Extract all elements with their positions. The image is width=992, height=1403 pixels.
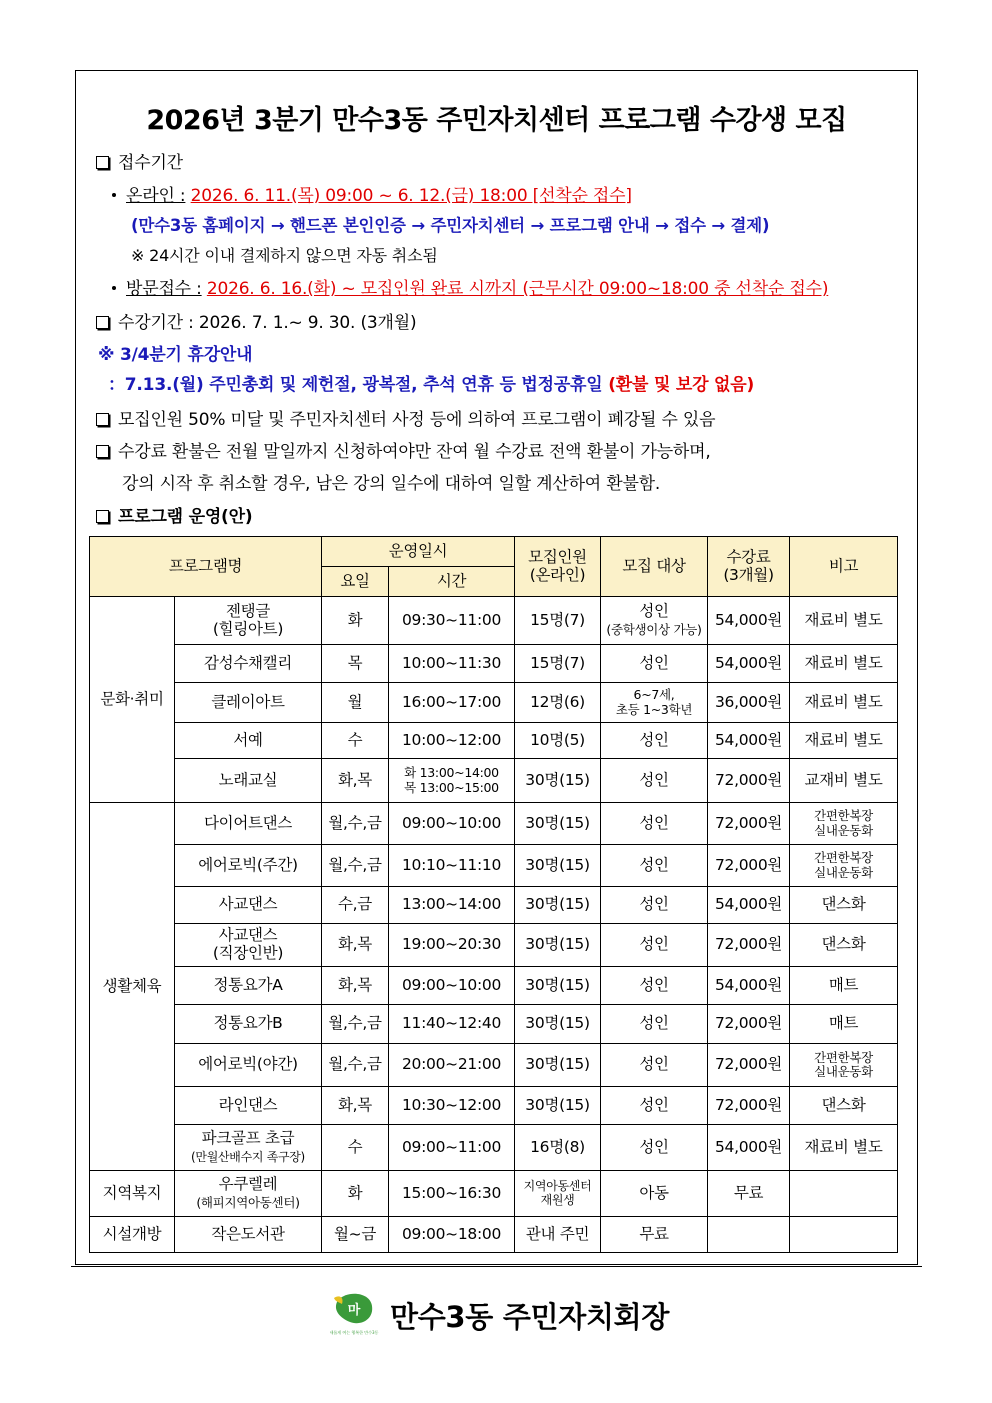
program-target: 6~7세, 초등 1~3학년	[601, 683, 708, 723]
table-row	[90, 759, 898, 803]
program-day: 월~금	[322, 1217, 389, 1253]
program-time: 화 13:00~14:00 목 13:00~15:00	[389, 759, 515, 803]
holiday-refund-note: (환불 및 보강 없음)	[608, 375, 755, 395]
header-target: 모집 대상	[601, 537, 708, 597]
table-row	[90, 1217, 898, 1253]
program-name: 정통요가A	[175, 967, 322, 1005]
program-capacity: 지역아동센터 재원생	[515, 1171, 601, 1217]
program-target: 아동	[601, 1171, 708, 1217]
program-fee: 72,000원	[708, 845, 790, 887]
program-target: 성인	[601, 723, 708, 759]
program-note	[790, 1171, 898, 1217]
program-time: 09:00~18:00	[389, 1217, 515, 1253]
program-day: 월,수,금	[322, 845, 389, 887]
program-note: 댄스화	[790, 887, 898, 924]
program-capacity: 30명(15)	[515, 759, 601, 803]
program-target: 성인	[601, 759, 708, 803]
program-time: 09:00~11:00	[389, 1125, 515, 1171]
category-facility: 시설개방	[90, 1217, 175, 1253]
checkbox-square-icon	[96, 156, 109, 169]
header-capacity: 모집인원 (온라인)	[515, 537, 601, 597]
program-target: 성인	[601, 645, 708, 683]
online-period: 2026. 6. 11.(목) 09:00 ~ 6. 12.(금) 18:00 [선착순 접수]	[190, 186, 632, 206]
visit-reception	[108, 274, 828, 299]
program-time: 15:00~16:30	[389, 1171, 515, 1217]
program-capacity: 30명(15)	[515, 887, 601, 924]
holiday-dates: ：7.13.(월) 주민총회 및 제헌절, 광복절, 추석 연휴 등 법정공휴일	[108, 375, 603, 395]
table-row	[90, 845, 898, 887]
program-capacity: 16명(8)	[515, 1125, 601, 1171]
program-target: 성인	[601, 845, 708, 887]
program-name: 에어로빅(주간)	[175, 845, 322, 887]
program-day: 화,목	[322, 967, 389, 1005]
organization-name: 만수3동 주민자치회장	[390, 1299, 670, 1334]
program-day: 월,수,금	[322, 803, 389, 845]
program-note: 재료비 별도	[790, 645, 898, 683]
program-name: 파크골프 초급 (만월산배수지 족구장)	[175, 1125, 322, 1171]
program-time: 19:00~20:30	[389, 924, 515, 967]
program-fee: 72,000원	[708, 803, 790, 845]
program-table	[89, 536, 898, 1253]
program-day: 수	[322, 1125, 389, 1171]
program-note: 매트	[790, 1005, 898, 1044]
program-day: 화	[322, 1171, 389, 1217]
program-fee: 54,000원	[708, 597, 790, 645]
course-period: 수강기간 : 2026. 7. 1.~ 9. 30. (3개월)	[96, 308, 416, 333]
checkbox-square-icon	[96, 316, 109, 329]
program-capacity: 30명(15)	[515, 1087, 601, 1125]
community-logo-icon	[330, 1290, 380, 1340]
program-day: 월	[322, 683, 389, 723]
category-welfare: 지역복지	[90, 1171, 175, 1217]
table-row	[90, 683, 898, 723]
program-note: 간편한복장 실내운동화	[790, 845, 898, 887]
program-note: 교재비 별도	[790, 759, 898, 803]
program-name: 우쿠렐레 (해피지역아동센터)	[175, 1171, 322, 1217]
header-time: 시간	[389, 567, 515, 597]
program-note: 댄스화	[790, 924, 898, 967]
program-note: 간편한복장 실내운동화	[790, 1044, 898, 1087]
program-capacity: 15명(7)	[515, 597, 601, 645]
program-fee: 72,000원	[708, 1087, 790, 1125]
program-name: 클레이아트	[175, 683, 322, 723]
program-target: 성인	[601, 1087, 708, 1125]
program-fee: 72,000원	[708, 924, 790, 967]
checkbox-square-icon	[96, 413, 109, 426]
online-label: 온라인 :	[126, 186, 186, 206]
program-day: 수,금	[322, 887, 389, 924]
program-name: 서예	[175, 723, 322, 759]
program-day: 화	[322, 597, 389, 645]
program-note: 재료비 별도	[790, 1125, 898, 1171]
holiday-title: ※ 3/4분기 휴강안내	[98, 345, 253, 365]
program-time: 16:00~17:00	[389, 683, 515, 723]
header-fee: 수강료 (3개월)	[708, 537, 790, 597]
footer	[330, 1290, 669, 1340]
logo-letter: 마	[347, 1303, 361, 1318]
program-time: 13:00~14:00	[389, 887, 515, 924]
visit-period: 2026. 6. 16.(화) ~ 모집인원 완료 시까지 (근무시간 09:00~18:00 중 선착순 접수)	[206, 279, 829, 299]
program-target: 성인	[601, 1125, 708, 1171]
program-capacity: 30명(15)	[515, 1005, 601, 1044]
category-sports: 생활체육	[90, 803, 175, 1171]
table-row	[90, 1171, 898, 1217]
visit-label: 방문접수 :	[126, 279, 202, 299]
program-time: 20:00~21:00	[389, 1044, 515, 1087]
program-name: 작은도서관	[175, 1217, 322, 1253]
program-name: 에어로빅(야간)	[175, 1044, 322, 1087]
refund-notice: 수강료 환불은 전월 말일까지 신청하여야만 잔여 월 수강료 전액 환불이 가능하며,	[96, 437, 711, 462]
program-time: 10:10~11:10	[389, 845, 515, 887]
program-fee: 54,000원	[708, 887, 790, 924]
program-heading: 프로그램 운영(안)	[96, 502, 252, 527]
logo-caption: 새롭게 여는 행복한 만수3동	[330, 1330, 379, 1335]
program-target: 성인	[601, 803, 708, 845]
program-note	[790, 1217, 898, 1253]
program-name: 사교댄스 (직장인반)	[175, 924, 322, 967]
program-day: 월,수,금	[322, 1044, 389, 1087]
program-name: 노래교실	[175, 759, 322, 803]
program-fee: 54,000원	[708, 1125, 790, 1171]
page-title: 2026년 3분기 만수3동 주민자치센터 프로그램 수강생 모집	[146, 105, 847, 136]
online-reception	[108, 181, 632, 206]
table-row	[90, 924, 898, 967]
program-fee: 54,000원	[708, 645, 790, 683]
category-culture: 문화·취미	[90, 597, 175, 803]
program-time: 09:30~11:00	[389, 597, 515, 645]
program-day: 수	[322, 723, 389, 759]
program-note: 재료비 별도	[790, 723, 898, 759]
program-capacity: 30명(15)	[515, 845, 601, 887]
online-path: (만수3동 홈페이지 → 핸드폰 본인인증 → 주민자치센터 → 프로그램 안내 → 접수 → 결제)	[131, 216, 770, 235]
header-schedule: 운영일시	[322, 537, 515, 567]
table-row	[90, 1125, 898, 1171]
program-fee: 무료	[708, 1171, 790, 1217]
checkbox-square-icon	[96, 510, 109, 523]
bullet-icon	[112, 193, 116, 197]
table-row	[90, 1044, 898, 1087]
program-capacity: 30명(15)	[515, 1044, 601, 1087]
program-time: 10:30~12:00	[389, 1087, 515, 1125]
program-capacity: 관내 주민	[515, 1217, 601, 1253]
program-time: 09:00~10:00	[389, 967, 515, 1005]
program-target: 성인	[601, 1044, 708, 1087]
program-time: 10:00~12:00	[389, 723, 515, 759]
program-day: 목	[322, 645, 389, 683]
program-capacity: 30명(15)	[515, 967, 601, 1005]
program-name: 정통요가B	[175, 1005, 322, 1044]
program-time: 10:00~11:30	[389, 645, 515, 683]
table-row	[90, 803, 898, 845]
holiday-detail	[108, 370, 754, 395]
refund-notice-continued: 강의 시작 후 취소할 경우, 남은 강의 일수에 대하여 일할 계산하여 환불함.	[122, 474, 661, 494]
program-fee: 54,000원	[708, 723, 790, 759]
bullet-icon	[112, 286, 116, 290]
footer-divider	[71, 1266, 922, 1267]
header-program-name: 프로그램명	[90, 537, 322, 597]
program-note: 간편한복장 실내운동화	[790, 803, 898, 845]
table-row	[90, 597, 898, 645]
table-row	[90, 645, 898, 683]
program-day: 화,목	[322, 1087, 389, 1125]
program-fee	[708, 1217, 790, 1253]
program-target: 성인 (중학생이상 가능)	[601, 597, 708, 645]
program-note: 재료비 별도	[790, 597, 898, 645]
program-name: 다이어트댄스	[175, 803, 322, 845]
program-capacity: 30명(15)	[515, 803, 601, 845]
table-row	[90, 723, 898, 759]
program-day: 화,목	[322, 924, 389, 967]
program-target: 성인	[601, 924, 708, 967]
program-fee: 36,000원	[708, 683, 790, 723]
program-day: 월,수,금	[322, 1005, 389, 1044]
cancel-notice: 모집인원 50% 미달 및 주민자치센터 사정 등에 의하여 프로그램이 폐강될 수 있음	[96, 405, 715, 430]
program-time: 11:40~12:40	[389, 1005, 515, 1044]
program-note: 댄스화	[790, 1087, 898, 1125]
header-day: 요일	[322, 567, 389, 597]
table-row	[90, 887, 898, 924]
program-fee: 54,000원	[708, 967, 790, 1005]
program-day: 화,목	[322, 759, 389, 803]
program-name: 라인댄스	[175, 1087, 322, 1125]
program-fee: 72,000원	[708, 1005, 790, 1044]
program-target: 무료	[601, 1217, 708, 1253]
program-target: 성인	[601, 967, 708, 1005]
program-name: 사교댄스	[175, 887, 322, 924]
program-target: 성인	[601, 887, 708, 924]
program-capacity: 30명(15)	[515, 924, 601, 967]
program-fee: 72,000원	[708, 1044, 790, 1087]
program-capacity: 12명(6)	[515, 683, 601, 723]
header-note: 비고	[790, 537, 898, 597]
reception-heading: 접수기간	[96, 148, 183, 173]
program-time: 09:00~10:00	[389, 803, 515, 845]
program-capacity: 10명(5)	[515, 723, 601, 759]
program-fee: 72,000원	[708, 759, 790, 803]
program-note: 재료비 별도	[790, 683, 898, 723]
program-note: 매트	[790, 967, 898, 1005]
table-row	[90, 1087, 898, 1125]
table-row	[90, 967, 898, 1005]
program-target: 성인	[601, 1005, 708, 1044]
program-name: 젠탱글 (힐링아트)	[175, 597, 322, 645]
checkbox-square-icon	[96, 445, 109, 458]
online-note: ※ 24시간 이내 결제하지 않으면 자동 취소됨	[131, 246, 438, 265]
program-name: 감성수채캘리	[175, 645, 322, 683]
program-capacity: 15명(7)	[515, 645, 601, 683]
table-row	[90, 1005, 898, 1044]
